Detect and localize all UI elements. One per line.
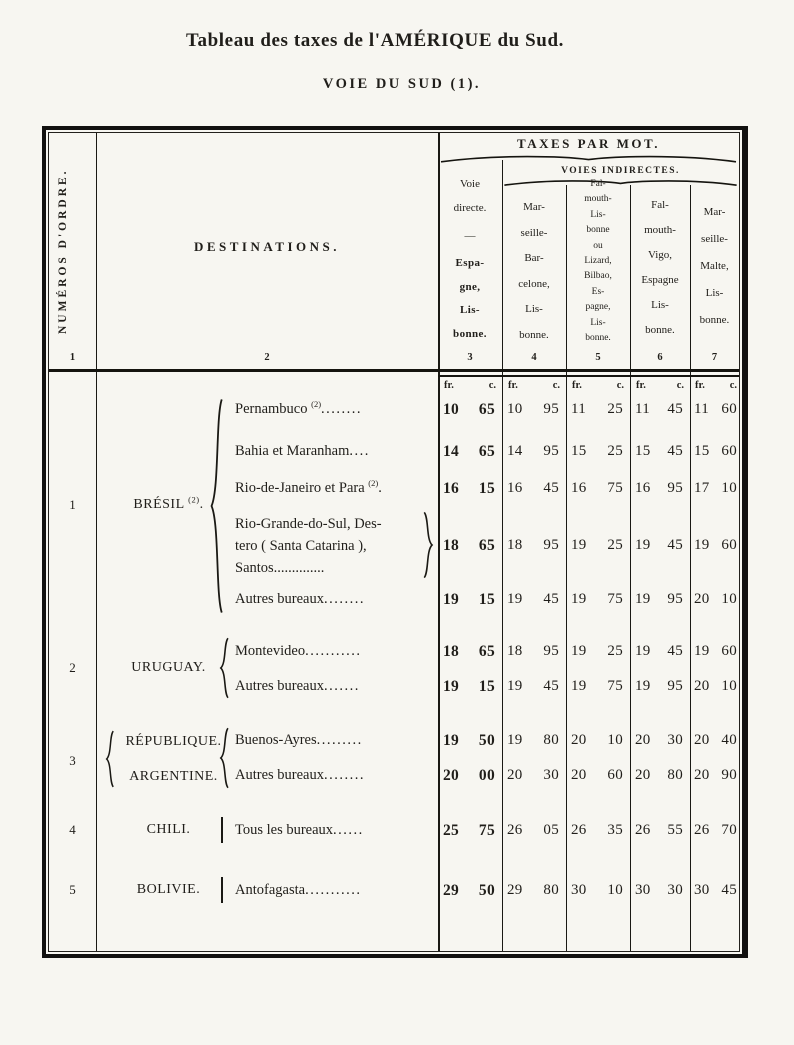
tax-fr: 18 (507, 537, 523, 553)
destination-label-multiline (235, 513, 382, 579)
tax-c: 45 (543, 678, 559, 694)
tax-cell (635, 882, 683, 899)
tax-cell (635, 822, 683, 839)
route-line: mouth- (644, 224, 676, 236)
tax-fr: 18 (443, 643, 460, 660)
route-line: Espa- (455, 257, 485, 269)
header-bracket-line (438, 153, 739, 164)
unit-row (636, 380, 684, 391)
tax-cell (507, 443, 559, 460)
tax-c: 65 (478, 443, 495, 460)
destination-label (235, 882, 361, 899)
tax-cell (571, 480, 623, 497)
tax-fr: 16 (443, 480, 460, 497)
unit-row (572, 380, 624, 391)
tax-cell (507, 882, 559, 899)
route-line: Mar- (703, 206, 726, 218)
tax-c: 60 (721, 443, 737, 459)
tax-fr: 20 (507, 767, 523, 783)
tax-fr: 17 (694, 480, 710, 496)
country-label-chili: CHILI. (146, 822, 191, 837)
column-number-7: 7 (711, 352, 718, 363)
route-line: pagne, (585, 302, 611, 313)
tax-fr: 26 (507, 822, 523, 838)
tax-cell (694, 591, 737, 608)
destination-label (235, 732, 363, 749)
tax-cell (507, 401, 559, 418)
group-number: 3 (69, 753, 76, 768)
tax-c: 55 (667, 822, 683, 838)
tax-fr: 15 (694, 443, 710, 459)
tax-c: 30 (667, 882, 683, 898)
tax-fr: 20 (571, 732, 587, 748)
tax-c: 75 (607, 678, 623, 694)
country-label-argentine-1: RÉPUBLIQUE. (125, 734, 222, 749)
tax-c: 95 (543, 443, 559, 459)
tax-cell (443, 732, 495, 750)
unit-fr: fr. (508, 380, 518, 391)
unit-fr: fr. (636, 380, 646, 391)
route-line: gne, (459, 280, 481, 293)
route-line: Lis- (590, 317, 606, 328)
tax-c: 65 (478, 537, 495, 554)
tax-fr: 19 (507, 732, 523, 748)
destination-name: Pernambuco (235, 401, 312, 417)
route-line: celone, (518, 277, 550, 290)
tax-cell (635, 767, 683, 784)
tax-c: 90 (721, 767, 737, 783)
tax-c: 25 (607, 443, 623, 459)
tax-cell (507, 591, 559, 608)
header-rule-secondary (438, 375, 739, 377)
column-number-1: 1 (69, 352, 76, 363)
column-number-3: 3 (467, 352, 473, 363)
tax-cell (571, 443, 623, 460)
route-line: mouth- (584, 194, 612, 205)
route-line: bonne. (645, 324, 675, 336)
destination-label (235, 401, 362, 418)
tax-c: 95 (667, 678, 683, 694)
page-title: Tableau des taxes de l'AMÉRIQUE du Sud. (186, 30, 564, 51)
route-header-falmouth-vigo (630, 193, 690, 343)
country-label-bolivie: BOLIVIE. (136, 882, 201, 897)
tax-c: 80 (543, 882, 559, 898)
tax-c: 25 (607, 401, 623, 417)
tax-cell (443, 480, 495, 498)
tax-fr: 19 (571, 643, 587, 659)
dot-leader: ........ (323, 591, 365, 607)
tax-c: 60 (607, 767, 623, 783)
tax-cell (694, 822, 737, 839)
tax-c: 80 (543, 732, 559, 748)
route-line: Lis- (705, 287, 724, 299)
destination-name: Autres bureaux (235, 591, 324, 607)
tax-c: 45 (667, 401, 683, 417)
tax-c: 95 (543, 401, 559, 417)
destination-line: Santos.............. (235, 560, 325, 576)
tax-fr: 19 (443, 732, 460, 749)
tax-fr: 26 (571, 822, 587, 838)
route-header-voie-directe (438, 173, 502, 346)
route-line: Bar- (524, 252, 544, 264)
destination-name: Antofagasta (235, 882, 306, 898)
tax-fr: 19 (443, 591, 460, 608)
tax-cell (694, 480, 737, 497)
destination-label (235, 480, 383, 497)
unit-c: c. (488, 380, 496, 391)
unit-c: c. (676, 380, 684, 391)
tax-c: 65 (478, 401, 495, 418)
tax-fr: 30 (571, 882, 587, 898)
route-line: seille- (520, 226, 548, 239)
dot-leader: ........... (305, 882, 362, 898)
column-number-6: 6 (657, 352, 663, 363)
destination-name: Rio-de-Janeiro et Para (235, 480, 369, 496)
route-line: Fal- (590, 179, 606, 189)
tax-cell (694, 443, 737, 460)
tax-cell (507, 643, 559, 660)
route-line: directe. (453, 201, 487, 214)
tax-fr: 26 (694, 822, 710, 838)
dot-leader: ........ (321, 401, 363, 417)
unit-fr: fr. (695, 380, 705, 391)
tax-fr: 11 (571, 401, 587, 417)
tax-cell (694, 401, 737, 418)
tax-fr: 14 (443, 443, 460, 460)
footnote-marker: (2) (188, 494, 200, 505)
footnote-marker: (2) (311, 399, 322, 410)
tax-cell (571, 678, 623, 695)
route-line: bonne (586, 225, 610, 236)
row-bar-chili (221, 817, 223, 843)
destination-name: Autres bureaux (235, 767, 324, 783)
destination-label (235, 767, 365, 784)
tax-fr: 16 (507, 480, 523, 496)
tax-fr: 11 (694, 401, 710, 417)
tax-fr: 25 (443, 822, 460, 839)
tax-c: 50 (478, 882, 495, 899)
destination-name: Tous les bureaux (235, 822, 334, 838)
tax-c: 75 (607, 480, 623, 496)
tax-table (42, 126, 748, 958)
tax-cell (635, 643, 683, 660)
route-line: Malte, (700, 260, 729, 272)
tax-cell (443, 443, 495, 461)
tax-fr: 20 (635, 767, 651, 783)
destination-label (235, 678, 360, 695)
tax-c: 25 (607, 537, 623, 553)
tax-c: 80 (667, 767, 683, 783)
tax-fr: 19 (694, 537, 710, 553)
tax-fr: 20 (635, 732, 651, 748)
tax-fr: 15 (571, 443, 587, 459)
tax-fr: 29 (443, 882, 460, 899)
tax-cell (443, 643, 495, 661)
tax-fr: 30 (694, 882, 710, 898)
tax-c: 75 (478, 822, 495, 839)
tax-fr: 19 (571, 537, 587, 553)
tax-cell (635, 732, 683, 749)
tax-c: 40 (721, 732, 737, 748)
tax-c: 95 (667, 591, 683, 607)
tax-c: 25 (607, 643, 623, 659)
tax-fr: 20 (694, 732, 710, 748)
tax-fr: 19 (635, 537, 651, 553)
tax-fr: 19 (635, 591, 651, 607)
dot-leader: ........ (323, 767, 365, 783)
tax-c: 10 (721, 678, 737, 694)
route-header-marseille-barcelone (502, 195, 566, 348)
tax-cell (635, 678, 683, 695)
route-line: ou (593, 240, 603, 251)
ordre-column-header: NUMÉROS D'ORDRE. (57, 168, 69, 334)
unit-row (508, 380, 560, 391)
tax-c: 10 (721, 480, 737, 496)
tax-cell (443, 537, 495, 555)
tax-c: 95 (543, 537, 559, 553)
tax-cell (507, 537, 559, 554)
tax-c: 65 (478, 643, 495, 660)
row-bar-bolivie (221, 877, 223, 903)
footnote-marker: (2) (368, 478, 379, 489)
destination-line: tero ( Santa Catarina ), (235, 538, 367, 554)
tax-fr: 16 (571, 480, 587, 496)
route-line: bonne. (453, 327, 487, 340)
tax-fr: 19 (571, 591, 587, 607)
tax-c: 70 (721, 822, 737, 838)
page-subtitle: VOIE DU SUD (1). (322, 76, 482, 92)
tax-cell (635, 401, 683, 418)
tax-c: 10 (607, 732, 623, 748)
dot-leader: .... (349, 443, 370, 459)
tax-c: 45 (543, 591, 559, 607)
route-line: Bilbao, (584, 271, 612, 282)
tax-cell (571, 591, 623, 608)
tax-cell (571, 401, 623, 418)
country-label-uruguay: URUGUAY. (131, 660, 206, 675)
tax-cell (694, 678, 737, 695)
tax-c: 50 (478, 732, 495, 749)
destination-name: Bahia et Maranham (235, 443, 350, 459)
group-number: 4 (69, 822, 76, 837)
route-line: Lis- (525, 303, 543, 315)
unit-fr: fr. (572, 380, 582, 391)
destination-name: Autres bureaux (235, 678, 324, 694)
tax-fr: 19 (694, 643, 710, 659)
route-line: Lis- (590, 209, 606, 220)
tax-fr: 15 (635, 443, 651, 459)
tax-c: 95 (543, 643, 559, 659)
route-line: Lis- (460, 304, 480, 316)
tax-cell (694, 767, 737, 784)
tax-c: 45 (667, 537, 683, 553)
tax-fr: 16 (635, 480, 651, 496)
tax-fr: 19 (507, 591, 523, 607)
group-number: 5 (69, 882, 76, 897)
tax-c: 15 (478, 591, 495, 608)
tax-cell (694, 732, 737, 749)
tax-fr: 19 (443, 678, 460, 695)
unit-row (444, 380, 496, 391)
tax-c: 45 (667, 643, 683, 659)
dot-leader: ...... (333, 822, 364, 838)
tax-fr: 19 (571, 678, 587, 694)
tax-cell (507, 732, 559, 749)
route-line: bonne. (699, 314, 730, 326)
tax-cell (571, 882, 623, 899)
route-line: Mar- (523, 201, 545, 213)
tax-c: 60 (721, 401, 737, 417)
tax-cell (694, 882, 737, 899)
tax-fr: 11 (635, 401, 651, 417)
destination-label (235, 591, 365, 608)
tax-fr: 20 (694, 591, 710, 607)
tax-cell (694, 537, 737, 554)
tax-fr: 19 (507, 678, 523, 694)
dot-leader: ........... (305, 643, 362, 659)
tax-c: 95 (667, 480, 683, 496)
column-number-4: 4 (531, 352, 537, 363)
tax-fr: 30 (635, 882, 651, 898)
route-line: Lizard, (584, 256, 612, 267)
group-brace-bresil (209, 395, 226, 617)
tax-cell (443, 591, 495, 609)
tax-fr: 20 (694, 767, 710, 783)
route-line: Lis- (651, 299, 669, 311)
destination-name: Montevideo (235, 643, 306, 659)
tax-cell (507, 480, 559, 497)
tax-cell (443, 401, 495, 419)
unit-c: c. (729, 380, 737, 391)
tax-fr: 19 (635, 678, 651, 694)
tax-cell (694, 643, 737, 660)
column-number-2: 2 (264, 352, 270, 363)
tax-c: 15 (478, 678, 495, 695)
route-line: Fal- (651, 199, 669, 211)
tax-fr: 18 (443, 537, 460, 554)
tax-c: 10 (721, 591, 737, 607)
tax-cell (507, 767, 559, 784)
tax-c: 75 (607, 591, 623, 607)
tax-fr: 20 (571, 767, 587, 783)
destination-label (235, 643, 361, 660)
destination-line: Rio-Grande-do-Sul, Des- (235, 516, 382, 532)
tax-cell (635, 591, 683, 608)
tax-cell (443, 678, 495, 696)
route-line: Espagne (641, 274, 679, 286)
tax-c: 05 (543, 822, 559, 838)
tax-cell (507, 678, 559, 695)
tax-c: 35 (607, 822, 623, 838)
route-line: bonne. (585, 333, 611, 344)
tax-c: 45 (667, 443, 683, 459)
dot-leader: . (378, 480, 384, 496)
tax-cell (507, 822, 559, 839)
dash: — (464, 230, 476, 242)
route-line: bonne. (519, 328, 549, 341)
header-rule (49, 369, 739, 372)
route-header-falmouth-lisbonne (566, 177, 630, 346)
tax-cell (571, 643, 623, 660)
tax-c: 10 (607, 882, 623, 898)
tax-fr: 20 (694, 678, 710, 694)
unit-fr: fr. (444, 380, 454, 391)
tax-fr: 14 (507, 443, 523, 459)
tax-table-inner (48, 132, 740, 952)
voies-indirectes-header: VOIES INDIRECTES. (561, 166, 680, 176)
tax-fr: 29 (507, 882, 523, 898)
tax-c: 30 (543, 767, 559, 783)
route-header-marseille-malte (690, 199, 739, 334)
route-line: Vigo, (647, 249, 673, 261)
tax-fr: 18 (507, 643, 523, 659)
tax-c: 30 (667, 732, 683, 748)
tax-fr: 20 (443, 767, 460, 784)
row-brace-close (421, 511, 434, 579)
tax-fr: 10 (507, 401, 523, 417)
tax-c: 60 (721, 537, 737, 553)
tax-c: 45 (543, 480, 559, 496)
route-line: seille- (701, 233, 728, 245)
column-number-5: 5 (595, 352, 601, 363)
destination-name: Buenos-Ayres (235, 732, 317, 748)
tax-fr: 19 (635, 643, 651, 659)
tax-cell (571, 767, 623, 784)
tax-cell (635, 537, 683, 554)
route-line: Voie (460, 178, 480, 190)
tax-cell (443, 822, 495, 840)
group-number: 1 (69, 497, 76, 512)
tax-cell (571, 822, 623, 839)
country-period: . (199, 497, 204, 512)
tax-fr: 26 (635, 822, 651, 838)
tax-cell (443, 882, 495, 900)
tax-cell (635, 443, 683, 460)
group-brace-uruguay (219, 637, 231, 699)
unit-row (695, 380, 737, 391)
destination-label (235, 443, 370, 460)
group-number: 2 (69, 660, 76, 675)
tax-fr: 10 (443, 401, 460, 418)
destinations-column-header: DESTINATIONS. (193, 239, 341, 254)
taxes-par-mot-header: TAXES PAR MOT. (517, 136, 660, 151)
tax-cell (635, 480, 683, 497)
unit-c: c. (616, 380, 624, 391)
group-brace-argentine (219, 727, 231, 789)
dot-leader: ......... (316, 732, 363, 748)
tax-c: 00 (478, 767, 495, 784)
tax-c: 45 (721, 882, 737, 898)
route-line: Es- (591, 286, 605, 297)
destination-label (235, 822, 364, 839)
country-label-argentine-2: ARGENTINE. (129, 769, 218, 784)
tax-c: 15 (478, 480, 495, 497)
tax-cell (443, 767, 495, 785)
dot-leader: ....... (323, 678, 360, 694)
country-name: BRÉSIL (133, 497, 185, 512)
unit-c: c. (552, 380, 560, 391)
tax-c: 60 (721, 643, 737, 659)
tax-cell (571, 537, 623, 554)
tax-cell (571, 732, 623, 749)
